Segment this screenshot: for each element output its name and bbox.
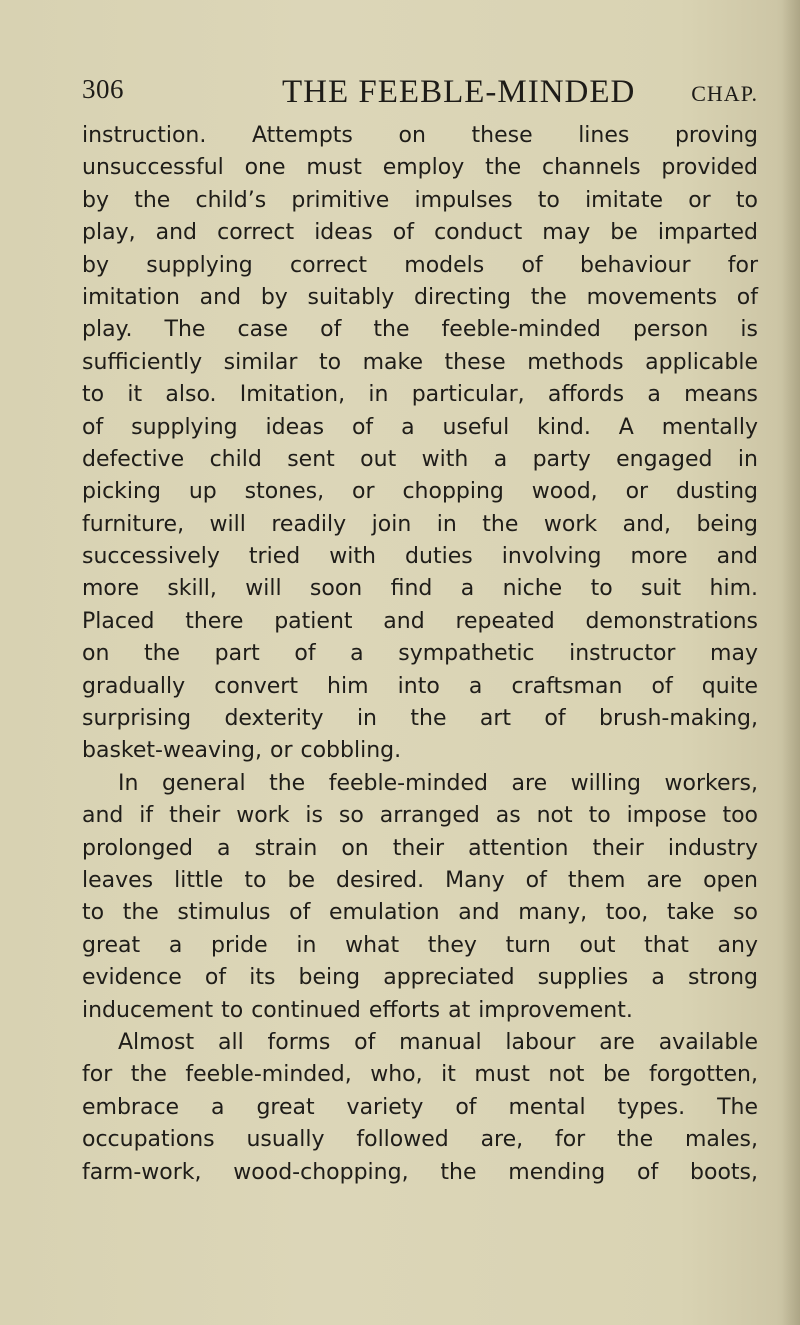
text-line: for the feeble-minded, who, it must not be forgotten, [82,1062,758,1088]
text-line: prolonged a strain on their attention their industry [82,835,758,861]
text-line: and if their work is so arranged as not to impose too [82,803,758,829]
paragraph-end-line: inducement to continued efforts at improvement. [82,997,633,1023]
text-line: successively tried with duties involving more and [82,544,758,570]
text-line: picking up stones, or chopping wood, or dusting [82,479,758,505]
text-line: play, and correct ideas of conduct may be imparted [82,220,758,246]
paragraph-end-line: basket-weaving, or cobbling. [82,738,402,764]
paragraph-start-line: Almost all forms of manual labour are available [118,1029,758,1055]
text-line: instruction. Attempts on these lines proving [82,123,758,148]
text-line: sufficiently similar to make these methods applicable [82,349,758,375]
text-line: imitation and by suitably directing the movements of [82,284,758,310]
text-line: embrace a great variety of mental types. The [82,1094,758,1120]
body-text [82,120,758,1189]
text-line: of supplying ideas of a useful kind. A mentally [82,414,758,440]
text-line: occupations usually followed are, for the males, [82,1127,758,1153]
text-line: unsuccessful one must employ the channels provided [82,155,758,181]
text-line: gradually convert him into a craftsman of quite [82,673,758,699]
text-line: evidence of its being appreciated supplies a strong [82,965,758,991]
text-line: play. The case of the feeble-minded person is [82,317,758,343]
text-line: leaves little to be desired. Many of them are open [82,867,758,893]
text-line: on the part of a sympathetic instructor may [82,641,758,667]
text-line: more skill, will soon find a niche to suit him. [82,576,758,602]
text-line: by the child’s primitive impulses to imitate or to [82,187,758,213]
text-line: to the stimulus of emulation and many, too, take so [82,900,758,926]
running-title: THE FEEBLE-MINDED [282,74,636,110]
text-line: defective child sent out with a party engaged in [82,446,758,472]
text-line: Placed there patient and repeated demonstrations [82,608,758,634]
text-line: surprising dexterity in the art of brush-making, [82,706,758,732]
text-line: furniture, will readily join in the work and, being [82,511,758,537]
page-edge-shadow [782,0,800,1325]
page-header [82,74,758,114]
text-line: farm-work, wood-chopping, the mending of boots, [82,1159,758,1185]
text-line: by supplying correct models of behaviour for [82,252,758,278]
text-line: to it also. Imitation, in particular, affords a means [82,382,758,408]
page-number: 306 [82,74,124,104]
text-line: great a pride in what they turn out that any [82,932,758,958]
paragraph-start-line: In general the feeble-minded are willing workers, [118,770,758,796]
chapter-mark: CHAP. [691,81,758,106]
